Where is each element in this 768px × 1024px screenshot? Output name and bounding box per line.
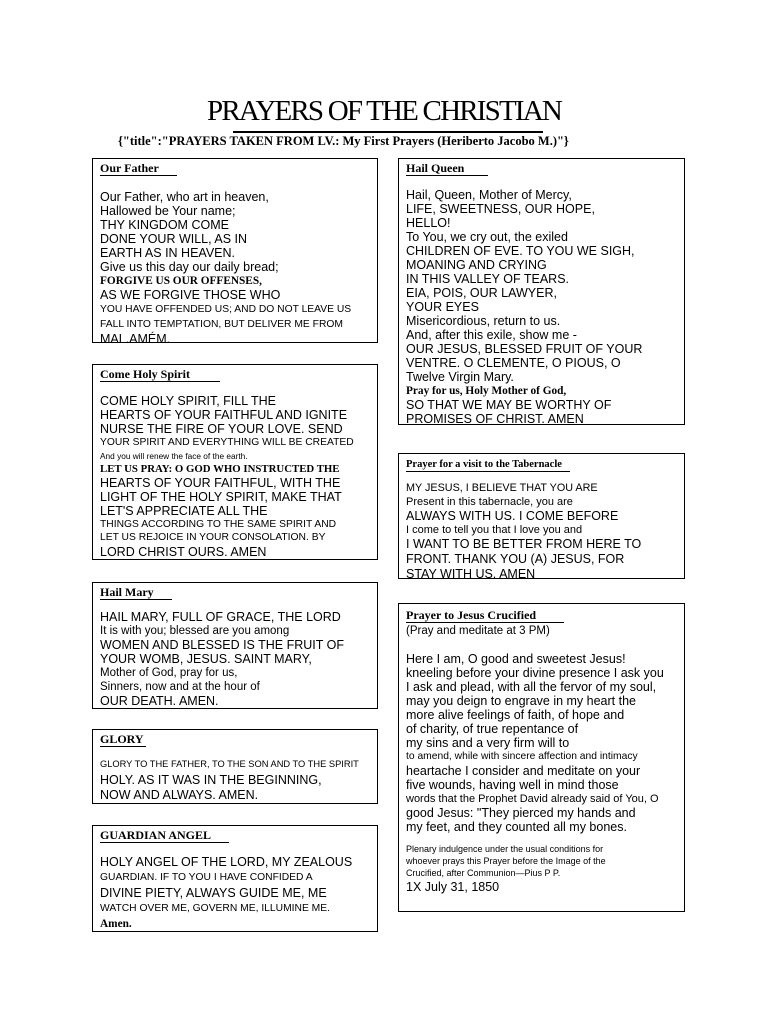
prayer-line: good Jesus: "They pierced my hands and [406,806,636,820]
prayer-line: YOUR EYES [406,300,479,314]
come-holy-spirit-box [92,364,378,560]
prayer-line: PROMISES OF CHRIST. AMEN [406,412,584,425]
prayer-line: HEARTS OF YOUR FAITHFUL AND IGNITE [100,408,348,422]
prayer-line: Amen. [100,918,132,930]
page-title: PRAYERS OF THE CHRISTIAN [206,95,562,127]
indulgence-note-line: Plenary indulgence under the usual conditions for [406,844,604,854]
prayer-line: NURSE THE FIRE OF YOUR LOVE. SEND [100,422,343,436]
prayer-line: kneeling before your divine presence I ask you [406,666,664,680]
prayer-line: HELLO! [406,216,451,230]
jesus-crucified-heading: Prayer to Jesus Crucified [406,609,564,623]
page-subtitle: {"title":"PRAYERS TAKEN FROM LV.: My First Prayers (Heriberto Jacobo M.)"} [118,134,569,148]
hail-mary-text [100,610,377,708]
prayer-line: MY JESUS, I BELIEVE THAT YOU ARE [406,482,598,494]
prayer-line: OUR JESUS, BLESSED FRUIT OF YOUR [406,342,643,356]
prayer-line: YOUR WOMB, JESUS. SAINT MARY, [100,652,312,666]
prayer-line: LORD CHRIST OURS. AMEN [100,544,267,559]
jesus-crucified-box [398,603,685,912]
prayer-line: more alive feelings of faith, of hope and [406,708,625,722]
prayer-line: Sinners, now and at the hour of [100,681,260,693]
prayer-line: Give us this day our daily bread; [100,260,279,274]
come-holy-spirit-text [100,394,377,559]
prayer-line: And, after this exile, show me - [406,328,577,342]
guardian-angel-text [100,854,377,932]
prayer-line: EIA, POIS, OUR LAWYER, [406,286,557,300]
guardian-angel-heading: GUARDIAN ANGEL [100,829,229,843]
hail-queen-heading: Hail Queen [406,162,488,176]
prayer-subheading: (Pray and meditate at 3 PM) [406,625,550,637]
our-father-text [100,190,377,343]
indulgence-date: 1X July 31, 1850 [406,880,500,894]
prayer-line: may you deign to engrave in my heart the [406,694,636,708]
prayer-line: LET US REJOICE IN YOUR CONSOLATION. BY [100,532,326,543]
prayer-line: I ask and plead, with all the fervor of my soul, [406,680,657,694]
guardian-angel-box [92,825,378,932]
hail-queen-text [406,188,684,425]
prayer-line: COME HOLY SPIRIT, FILL THE [100,394,276,408]
indulgence-note-line: whoever prays this Prayer before the Image of the [406,856,606,866]
come-holy-spirit-heading: Come Holy Spirit [100,368,220,382]
tabernacle-heading: Prayer for a visit to the Tabernacle [406,458,570,472]
prayer-line: And you will renew the face of the earth. [100,450,248,461]
glory-heading: GLORY [100,732,144,746]
prayer-line: Hail, Queen, Mother of Mercy, [406,188,572,202]
prayer-line: NOW AND ALWAYS. AMEN. [100,788,259,802]
our-father-box [92,158,378,343]
jesus-crucified-text [406,624,684,896]
prayer-line: Hallowed be Your name; [100,204,236,218]
prayer-line: LIGHT OF THE HOLY SPIRIT, MAKE THAT [100,489,342,504]
prayer-line: CHILDREN OF EVE. TO YOU WE SIGH, [406,244,635,258]
prayer-line: GLORY TO THE FATHER, TO THE SON AND TO THE SPIRIT [100,759,359,769]
prayer-line: HOLY. AS IT WAS IN THE BEGINNING, [100,773,322,787]
prayer-line: HAIL MARY, FULL OF GRACE, THE LORD [100,610,341,624]
prayer-line: Our Father, who art in heaven, [100,190,269,204]
prayer-line: STAY WITH US. AMEN [406,567,536,579]
prayer-line: GUARDIAN. IF TO YOU I HAVE CONFIDED A [100,872,313,883]
prayer-line: five wounds, having well in mind those [406,778,619,792]
indulgence-note-line: Crucified, after Communion—Pius P P. [406,868,561,878]
prayer-line: Pray for us, Holy Mother of God, [406,385,567,397]
prayer-line: DIVINE PIETY, ALWAYS GUIDE ME, ME [100,886,327,900]
hail-queen-box [398,158,685,425]
prayer-line: EARTH AS IN HEAVEN. [100,246,235,260]
prayer-line: Present in this tabernacle, you are [406,496,573,508]
prayer-line: heartache I consider and meditate on your [406,764,641,778]
our-father-heading: Our Father [100,162,177,176]
prayer-line: DONE YOUR WILL, AS IN [100,232,248,246]
prayer-line: AS WE FORGIVE THOSE WHO [100,288,281,302]
prayer-line: my sins and a very firm will to [406,736,570,750]
prayer-line: LIFE, SWEETNESS, OUR HOPE, [406,202,595,216]
prayer-line: IN THIS VALLEY OF TEARS. [406,272,570,286]
prayer-line: HOLY ANGEL OF THE LORD, MY ZEALOUS [100,855,353,869]
prayer-line: It is with you; blessed are you among [100,625,290,637]
prayer-line: Misericordious, return to us. [406,314,561,328]
prayer-line: WATCH OVER ME, GOVERN ME, ILLUMINE ME. [100,903,330,914]
glory-text [100,757,377,803]
prayer-line: MAL.AMÉM. [100,332,171,343]
tabernacle-text [406,481,684,579]
prayer-line: of charity, of true repentance of [406,722,579,736]
prayer-line: Here I am, O good and sweetest Jesus! [406,652,626,666]
hail-mary-heading: Hail Mary [100,586,172,600]
prayer-line: FRONT. THANK YOU (A) JESUS, FOR [406,552,625,566]
prayer-line: words that the Prophet David already said of You, O [406,793,659,805]
prayer-line: I WANT TO BE BETTER FROM HERE TO [406,537,642,551]
glory-box [92,729,378,804]
prayer-line: FALL INTO TEMPTATION, BUT DELIVER ME FROM [100,319,343,330]
tabernacle-box [398,453,685,579]
prayer-line: THINGS ACCORDING TO THE SAME SPIRIT AND [100,518,337,530]
prayer-line: WOMEN AND BLESSED IS THE FRUIT OF [100,638,345,652]
prayer-line: Twelve Virgin Mary. [406,370,514,384]
prayer-line: MOANING AND CRYING [406,258,547,272]
prayer-line: I come to tell you that I love you and [406,524,583,536]
prayer-line: To You, we cry out, the exiled [406,230,568,244]
prayer-line: YOUR SPIRIT AND EVERYTHING WILL BE CREATED [100,437,354,448]
hail-mary-box [92,582,378,709]
prayer-line: YOU HAVE OFFENDED US; AND DO NOT LEAVE US [100,304,352,315]
prayer-line: THY KINGDOM COME [100,218,229,232]
prayer-line: ALWAYS WITH US. I COME BEFORE [406,509,619,523]
prayer-line: LET US PRAY: O GOD WHO INSTRUCTED THE [100,462,340,475]
prayer-line: SO THAT WE MAY BE WORTHY OF [406,398,612,412]
prayer-line: Mother of God, pray for us, [100,667,238,679]
prayer-line: VENTRE. O CLEMENTE, O PIOUS, O [406,356,621,370]
prayer-line: OUR DEATH. AMEN. [100,694,219,708]
prayer-line: to amend, while with sincere affection and intimacy [406,751,638,762]
prayer-line: FORGIVE US OUR OFFENSES, [100,275,262,287]
prayer-line: LET'S APPRECIATE ALL THE [100,503,268,518]
prayer-line: HEARTS OF YOUR FAITHFUL, WITH THE [100,475,341,490]
prayer-line: my feet, and they counted all my bones. [406,820,627,834]
